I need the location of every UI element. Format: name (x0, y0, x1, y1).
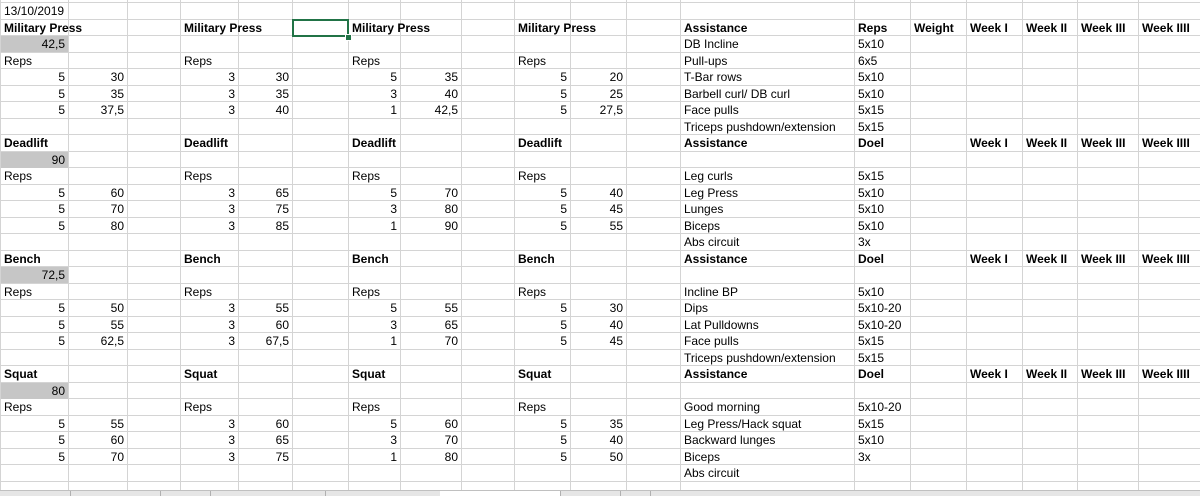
lift-title[interactable]: Squat (352, 367, 386, 381)
assistance-exercise[interactable]: Leg Press (684, 186, 739, 200)
reps-value[interactable]: 3 (228, 70, 235, 84)
reps-label[interactable]: Reps (352, 54, 381, 68)
reps-label[interactable]: Reps (518, 169, 547, 183)
weight-value[interactable]: 75 (275, 450, 289, 464)
lift-title[interactable]: Deadlift (4, 136, 49, 150)
reps-value[interactable]: 5 (390, 301, 397, 315)
reps-label[interactable]: Reps (352, 169, 381, 183)
assistance-reps[interactable]: 6x5 (858, 54, 878, 68)
lift-title[interactable]: Deadlift (518, 136, 563, 150)
weight-value[interactable]: 60 (110, 433, 124, 447)
reps-label[interactable]: Reps (184, 54, 213, 68)
sheet-tab[interactable] (0, 491, 71, 496)
reps-label[interactable]: Reps (352, 400, 381, 414)
weight-value[interactable]: 55 (110, 318, 124, 332)
assistance-reps[interactable]: 5x10-20 (858, 318, 902, 332)
weight-value[interactable]: 80 (110, 219, 124, 233)
sheet-tab[interactable] (70, 491, 161, 496)
weight-value[interactable]: 55 (110, 417, 124, 431)
weight-value[interactable]: 60 (444, 417, 458, 431)
weight-value[interactable]: 45 (609, 334, 623, 348)
assistance-reps[interactable]: 5x10 (858, 186, 885, 200)
reps-value[interactable]: 3 (390, 87, 397, 101)
reps-value[interactable]: 1 (390, 450, 397, 464)
reps-label[interactable]: Reps (518, 54, 547, 68)
weight-value[interactable]: 55 (444, 301, 458, 315)
assistance-exercise[interactable]: Leg curls (684, 169, 733, 183)
week-header[interactable]: Week II (1026, 252, 1068, 266)
assistance-header[interactable]: Assistance (684, 367, 748, 381)
assistance-header[interactable]: Assistance (684, 21, 748, 35)
assistance-reps[interactable]: 5x15 (858, 417, 885, 431)
reps-value[interactable]: 5 (560, 103, 567, 117)
weight-value[interactable]: 50 (110, 301, 124, 315)
reps-value[interactable]: 5 (390, 70, 397, 84)
assistance-exercise[interactable]: Lat Pulldowns (684, 318, 759, 332)
assistance-exercise[interactable]: Triceps pushdown/extension (684, 120, 836, 134)
weight-value[interactable]: 40 (275, 103, 289, 117)
reps-value[interactable]: 3 (228, 301, 235, 315)
reps-header[interactable]: Reps (858, 21, 888, 35)
reps-label[interactable]: Reps (184, 169, 213, 183)
assistance-exercise[interactable]: Incline BP (684, 285, 739, 299)
assistance-exercise[interactable]: Face pulls (684, 334, 739, 348)
lift-title[interactable]: Deadlift (352, 136, 397, 150)
reps-value[interactable]: 5 (58, 219, 65, 233)
reps-value[interactable]: 3 (390, 318, 397, 332)
weight-value[interactable]: 75 (275, 202, 289, 216)
assistance-exercise[interactable]: DB Incline (684, 37, 739, 51)
assistance-header[interactable]: Assistance (684, 136, 748, 150)
weight-value[interactable]: 37,5 (100, 103, 124, 117)
assistance-exercise[interactable]: Pull-ups (684, 54, 728, 68)
reps-value[interactable]: 5 (58, 103, 65, 117)
weight-value[interactable]: 70 (444, 186, 458, 200)
reps-label[interactable]: Reps (4, 400, 33, 414)
fill-handle[interactable] (345, 34, 352, 41)
week-header[interactable]: Week I (970, 21, 1008, 35)
reps-value[interactable]: 5 (58, 186, 65, 200)
doel-header[interactable]: Doel (858, 367, 885, 381)
assistance-reps[interactable]: 5x10-20 (858, 400, 902, 414)
assistance-exercise[interactable]: Lunges (684, 202, 724, 216)
week-header[interactable]: Week I (970, 367, 1008, 381)
week-header[interactable]: Week I (970, 252, 1008, 266)
weight-value[interactable]: 65 (444, 318, 458, 332)
reps-value[interactable]: 5 (58, 318, 65, 332)
assistance-reps[interactable]: 5x10 (858, 37, 885, 51)
lift-title[interactable]: Bench (518, 252, 555, 266)
reps-value[interactable]: 5 (560, 318, 567, 332)
assistance-reps[interactable]: 5x15 (858, 169, 885, 183)
reps-label[interactable]: Reps (352, 285, 381, 299)
reps-label[interactable]: Reps (518, 285, 547, 299)
reps-value[interactable]: 3 (228, 318, 235, 332)
reps-value[interactable]: 5 (58, 433, 65, 447)
lift-title[interactable]: Squat (4, 367, 38, 381)
lift-title[interactable]: Bench (352, 252, 389, 266)
week-header[interactable]: Week II (1026, 21, 1068, 35)
weight-value[interactable]: 20 (609, 70, 623, 84)
assistance-exercise[interactable]: Backward lunges (684, 433, 776, 447)
lift-title[interactable]: Deadlift (184, 136, 229, 150)
week-header[interactable]: Week IIII (1142, 252, 1190, 266)
assistance-exercise[interactable]: Leg Press/Hack squat (684, 417, 802, 431)
week-header[interactable]: Week IIII (1142, 367, 1190, 381)
assistance-header[interactable]: Assistance (684, 252, 748, 266)
weight-value[interactable]: 42,5 (434, 103, 458, 117)
weight-value[interactable]: 55 (609, 219, 623, 233)
assistance-reps[interactable]: 3x (858, 450, 871, 464)
assistance-reps[interactable]: 5x10 (858, 70, 885, 84)
reps-value[interactable]: 5 (560, 87, 567, 101)
reps-value[interactable]: 1 (390, 334, 397, 348)
weight-value[interactable]: 40 (444, 87, 458, 101)
assistance-reps[interactable]: 5x15 (858, 103, 885, 117)
reps-value[interactable]: 5 (560, 70, 567, 84)
weight-value[interactable]: 65 (275, 186, 289, 200)
reps-value[interactable]: 5 (560, 450, 567, 464)
weight-value[interactable]: 30 (110, 70, 124, 84)
doel-header[interactable]: Doel (858, 136, 885, 150)
selected-cell[interactable] (292, 19, 349, 37)
sheet-tab[interactable] (325, 491, 441, 496)
lift-title[interactable]: Military Press (518, 21, 597, 35)
reps-value[interactable]: 5 (58, 450, 65, 464)
reps-value[interactable]: 5 (560, 202, 567, 216)
weight-value[interactable]: 85 (275, 219, 289, 233)
date-cell[interactable]: 13/10/2019 (4, 4, 65, 18)
lift-title[interactable]: Squat (518, 367, 552, 381)
reps-value[interactable]: 5 (560, 186, 567, 200)
weight-value[interactable]: 70 (110, 450, 124, 464)
assistance-reps[interactable] (855, 465, 910, 481)
weight-value[interactable]: 35 (275, 87, 289, 101)
reps-value[interactable]: 3 (228, 103, 235, 117)
reps-label[interactable]: Reps (518, 400, 547, 414)
assistance-reps[interactable]: 5x15 (858, 351, 885, 365)
week-header[interactable]: Week IIII (1142, 21, 1190, 35)
weight-value[interactable]: 35 (444, 70, 458, 84)
assistance-exercise[interactable]: Abs circuit (684, 235, 740, 249)
reps-label[interactable]: Reps (184, 285, 213, 299)
reps-value[interactable]: 5 (560, 301, 567, 315)
weight-value[interactable]: 67,5 (265, 334, 289, 348)
weight-value[interactable]: 30 (609, 301, 623, 315)
sheet-tab-active[interactable] (440, 491, 561, 496)
weight-value[interactable]: 90 (444, 219, 458, 233)
reps-value[interactable]: 5 (560, 417, 567, 431)
assistance-reps[interactable]: 5x15 (858, 120, 885, 134)
assistance-exercise[interactable]: Biceps (684, 450, 721, 464)
assistance-exercise[interactable]: Biceps (684, 219, 721, 233)
reps-value[interactable]: 5 (560, 219, 567, 233)
reps-value[interactable]: 5 (390, 186, 397, 200)
week-header[interactable]: Week IIII (1142, 136, 1190, 150)
add-sheet-button[interactable] (620, 491, 651, 496)
reps-value[interactable]: 5 (58, 301, 65, 315)
doel-header[interactable]: Doel (858, 252, 885, 266)
lift-title[interactable]: Military Press (4, 21, 83, 35)
week-header[interactable]: Week III (1081, 21, 1126, 35)
assistance-reps[interactable]: 5x10 (858, 433, 885, 447)
max-cell[interactable]: 80 (1, 383, 68, 399)
week-header[interactable]: Week II (1026, 367, 1068, 381)
reps-value[interactable]: 3 (390, 433, 397, 447)
weight-value[interactable]: 40 (609, 186, 623, 200)
assistance-exercise[interactable]: T-Bar rows (684, 70, 743, 84)
reps-value[interactable]: 3 (228, 334, 235, 348)
reps-label[interactable]: Reps (4, 169, 33, 183)
reps-value[interactable]: 5 (560, 334, 567, 348)
lift-title[interactable]: Squat (184, 367, 218, 381)
weight-value[interactable]: 50 (609, 450, 623, 464)
weight-value[interactable]: 40 (609, 318, 623, 332)
reps-value[interactable]: 3 (228, 186, 235, 200)
weight-value[interactable]: 55 (275, 301, 289, 315)
reps-value[interactable]: 3 (228, 433, 235, 447)
assistance-reps[interactable]: 5x10 (858, 202, 885, 216)
reps-value[interactable]: 1 (390, 219, 397, 233)
sheet-tab[interactable] (210, 491, 326, 496)
reps-label[interactable]: Reps (184, 400, 213, 414)
reps-value[interactable]: 3 (228, 219, 235, 233)
weight-value[interactable]: 27,5 (599, 103, 623, 117)
weight-value[interactable]: 80 (444, 450, 458, 464)
reps-value[interactable]: 5 (58, 202, 65, 216)
reps-value[interactable]: 5 (58, 70, 65, 84)
weight-header[interactable]: Weight (914, 21, 954, 35)
weight-value[interactable]: 30 (275, 70, 289, 84)
assistance-reps[interactable]: 5x10-20 (858, 301, 902, 315)
weight-value[interactable]: 60 (110, 186, 124, 200)
reps-value[interactable]: 3 (228, 450, 235, 464)
assistance-exercise[interactable]: Face pulls (684, 103, 739, 117)
reps-label[interactable]: Reps (4, 285, 33, 299)
week-header[interactable]: Week III (1081, 252, 1126, 266)
lift-title[interactable]: Bench (4, 252, 41, 266)
sheet-tab[interactable] (160, 491, 211, 496)
assistance-reps[interactable]: 5x10 (858, 285, 885, 299)
weight-value[interactable]: 65 (275, 433, 289, 447)
weight-value[interactable]: 45 (609, 202, 623, 216)
week-header[interactable]: Week II (1026, 136, 1068, 150)
reps-value[interactable]: 1 (390, 103, 397, 117)
week-header[interactable]: Week III (1081, 367, 1126, 381)
max-cell[interactable]: 72,5 (1, 267, 68, 283)
assistance-reps[interactable]: 5x10 (858, 219, 885, 233)
reps-value[interactable]: 5 (560, 433, 567, 447)
assistance-exercise[interactable]: Good morning (684, 400, 761, 414)
weight-value[interactable]: 35 (110, 87, 124, 101)
assistance-exercise[interactable]: Dips (684, 301, 709, 315)
lift-title[interactable]: Military Press (352, 21, 431, 35)
max-cell[interactable]: 42,5 (1, 36, 68, 52)
lift-title[interactable]: Military Press (184, 21, 263, 35)
weight-value[interactable]: 40 (609, 433, 623, 447)
max-cell[interactable]: 90 (1, 152, 68, 168)
assistance-exercise[interactable]: Abs circuit (684, 466, 740, 480)
reps-value[interactable]: 5 (390, 417, 397, 431)
weight-value[interactable]: 25 (609, 87, 623, 101)
sheet-tab-bar[interactable] (0, 490, 1200, 496)
reps-value[interactable]: 5 (58, 87, 65, 101)
assistance-reps[interactable]: 5x10 (858, 87, 885, 101)
weight-value[interactable]: 70 (444, 433, 458, 447)
assistance-exercise[interactable]: Triceps pushdown/extension (684, 351, 836, 365)
weight-value[interactable]: 60 (275, 417, 289, 431)
reps-value[interactable]: 5 (58, 334, 65, 348)
weight-value[interactable]: 60 (275, 318, 289, 332)
reps-value[interactable]: 3 (228, 87, 235, 101)
reps-value[interactable]: 5 (58, 417, 65, 431)
assistance-reps[interactable]: 3x (858, 235, 871, 249)
reps-label[interactable]: Reps (4, 54, 33, 68)
assistance-exercise[interactable]: Barbell curl/ DB curl (684, 87, 791, 101)
weight-value[interactable]: 70 (444, 334, 458, 348)
weight-value[interactable]: 35 (609, 417, 623, 431)
weight-value[interactable]: 70 (110, 202, 124, 216)
lift-title[interactable]: Bench (184, 252, 221, 266)
sheet-tab[interactable] (560, 491, 621, 496)
weight-value[interactable]: 80 (444, 202, 458, 216)
week-header[interactable]: Week III (1081, 136, 1126, 150)
reps-value[interactable]: 3 (228, 417, 235, 431)
week-header[interactable]: Week I (970, 136, 1008, 150)
assistance-reps[interactable]: 5x15 (858, 334, 885, 348)
weight-value[interactable]: 62,5 (100, 334, 124, 348)
reps-value[interactable]: 3 (390, 202, 397, 216)
reps-value[interactable]: 3 (228, 202, 235, 216)
